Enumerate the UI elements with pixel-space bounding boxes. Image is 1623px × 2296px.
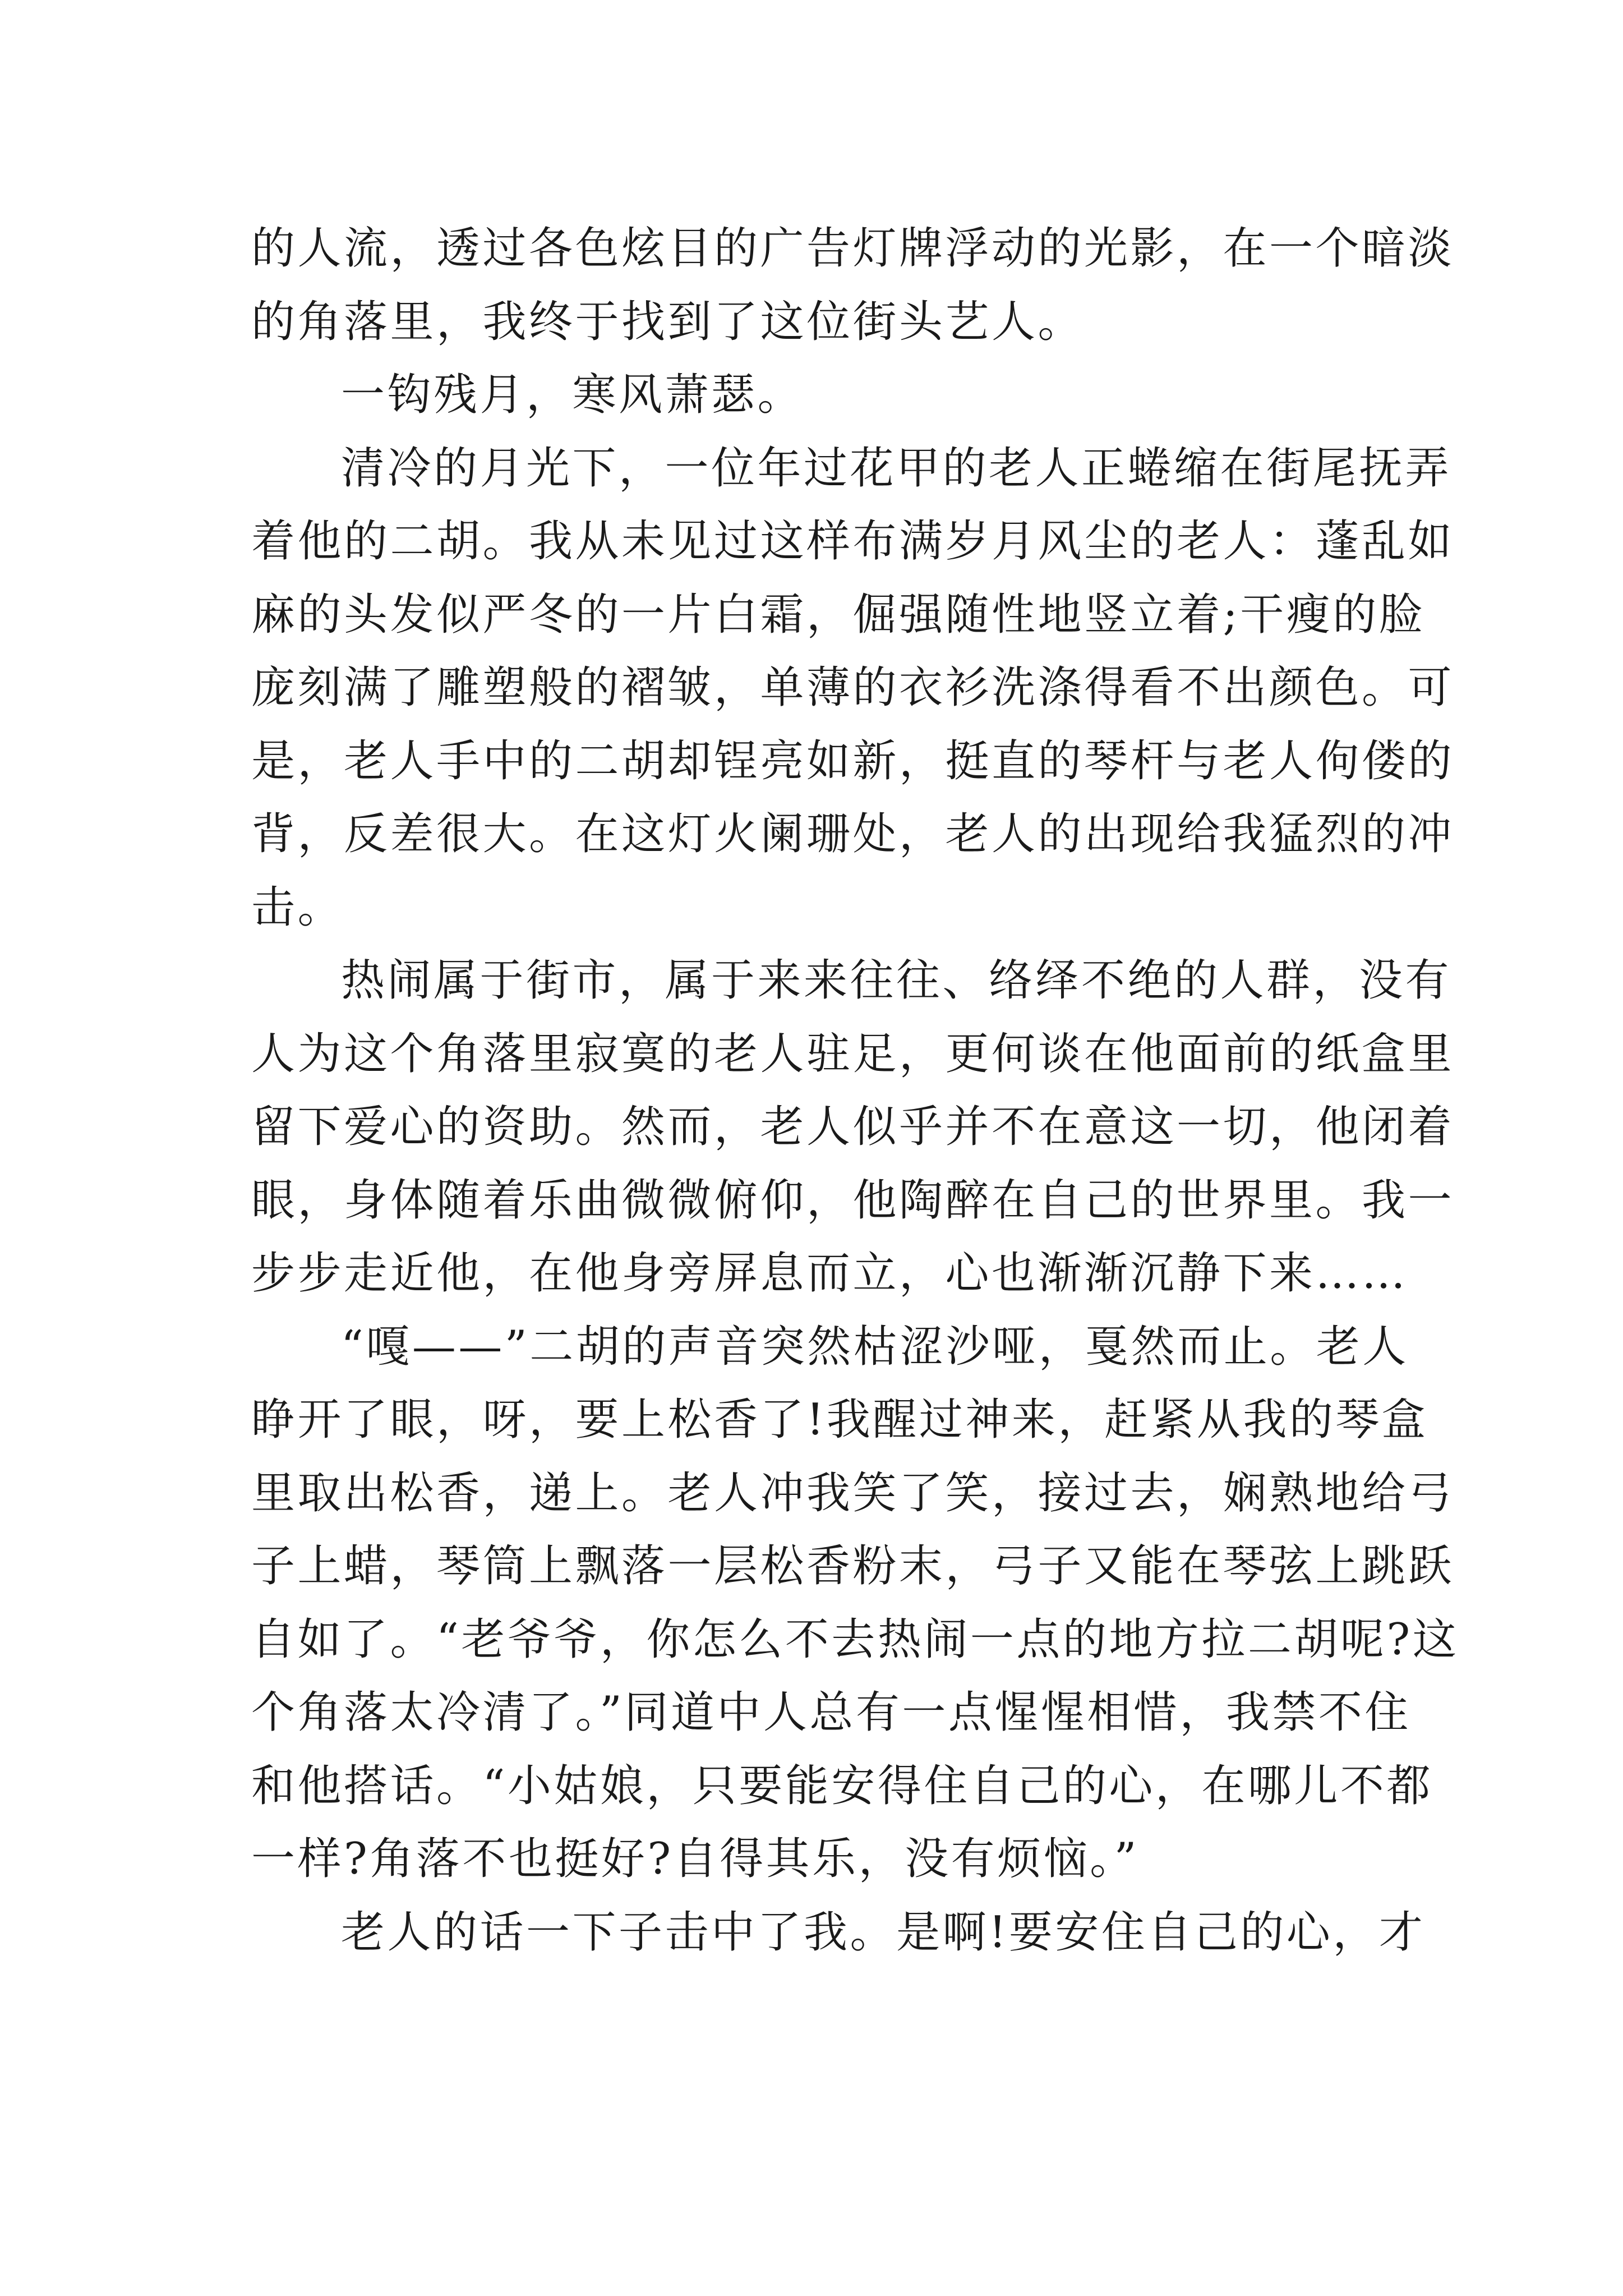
- text-line: 的角落里，我终于找到了这位街头艺人。: [251, 296, 1085, 347]
- text-line: 和他搭话。“小姑娘，只要能安得住自己的心，在哪儿不都: [251, 1760, 1433, 1811]
- body-text: [251, 212, 1459, 1969]
- text-line: 自如了。“老爷爷，你怎么不去热闹一点的地方拉二胡呢?这: [251, 1614, 1459, 1665]
- text-line: “嘎——”二胡的声音突然枯涩沙哑，戛然而止。老人: [341, 1321, 1409, 1372]
- text-line: 老人的话一下子击中了我。是啊!要安住自己的心，才: [341, 1907, 1426, 1958]
- text-line: 是，老人手中的二胡却锃亮如新，挺直的琴杆与老人佝偻的: [251, 735, 1455, 786]
- text-line: 子上蜡，琴筒上飘落一层松香粉末，弓子又能在琴弦上跳跃: [251, 1541, 1455, 1591]
- text-line: 庞刻满了雕塑般的褶皱，单薄的衣衫洗涤得看不出颜色。可: [251, 662, 1455, 713]
- text-line: 一钩残月，寒风萧瑟。: [341, 370, 804, 420]
- text-line: 留下爱心的资助。然而，老人似乎并不在意这一切，他闭着: [251, 1102, 1455, 1152]
- text-line: 眼，身体随着乐曲微微俯仰，他陶醉在自己的世界里。我一: [251, 1175, 1455, 1226]
- text-line: 里取出松香，递上。老人冲我笑了笑，接过去，娴熟地给弓: [251, 1467, 1455, 1519]
- text-line: 麻的头发似严冬的一片白霜，倔强随性地竖立着;干瘦的脸: [251, 589, 1426, 640]
- text-line: 击。: [251, 882, 344, 933]
- text-line: 热闹属于街市，属于来来往往、络绎不绝的人群，没有: [341, 955, 1452, 1006]
- text-line: 步步走近他，在他身旁屏息而立，心也渐渐沉静下来……: [251, 1248, 1408, 1299]
- text-line: 着他的二胡。我从未见过这样布满岁月风尘的老人：蓬乱如: [251, 516, 1455, 567]
- text-line: 清冷的月光下，一位年过花甲的老人正蜷缩在街尾抚弄: [341, 443, 1452, 494]
- text-line: 的人流，透过各色炫目的广告灯牌浮动的光影，在一个暗淡: [251, 223, 1455, 274]
- text-line: 一样?角落不也挺好?自得其乐，没有烦恼。”: [251, 1834, 1140, 1884]
- text-line: 人为这个角落里寂寞的老人驻足，更何谈在他面前的纸盒里: [251, 1028, 1455, 1079]
- text-line: 背，反差很大。在这灯火阑珊处，老人的出现给我猛烈的冲: [251, 809, 1455, 859]
- text-line: 睁开了眼，呀，要上松香了!我醒过神来，赶紧从我的琴盒: [251, 1395, 1428, 1445]
- text-line: 个角落太冷清了。”同道中人总有一点惺惺相惜，我禁不住: [251, 1687, 1411, 1738]
